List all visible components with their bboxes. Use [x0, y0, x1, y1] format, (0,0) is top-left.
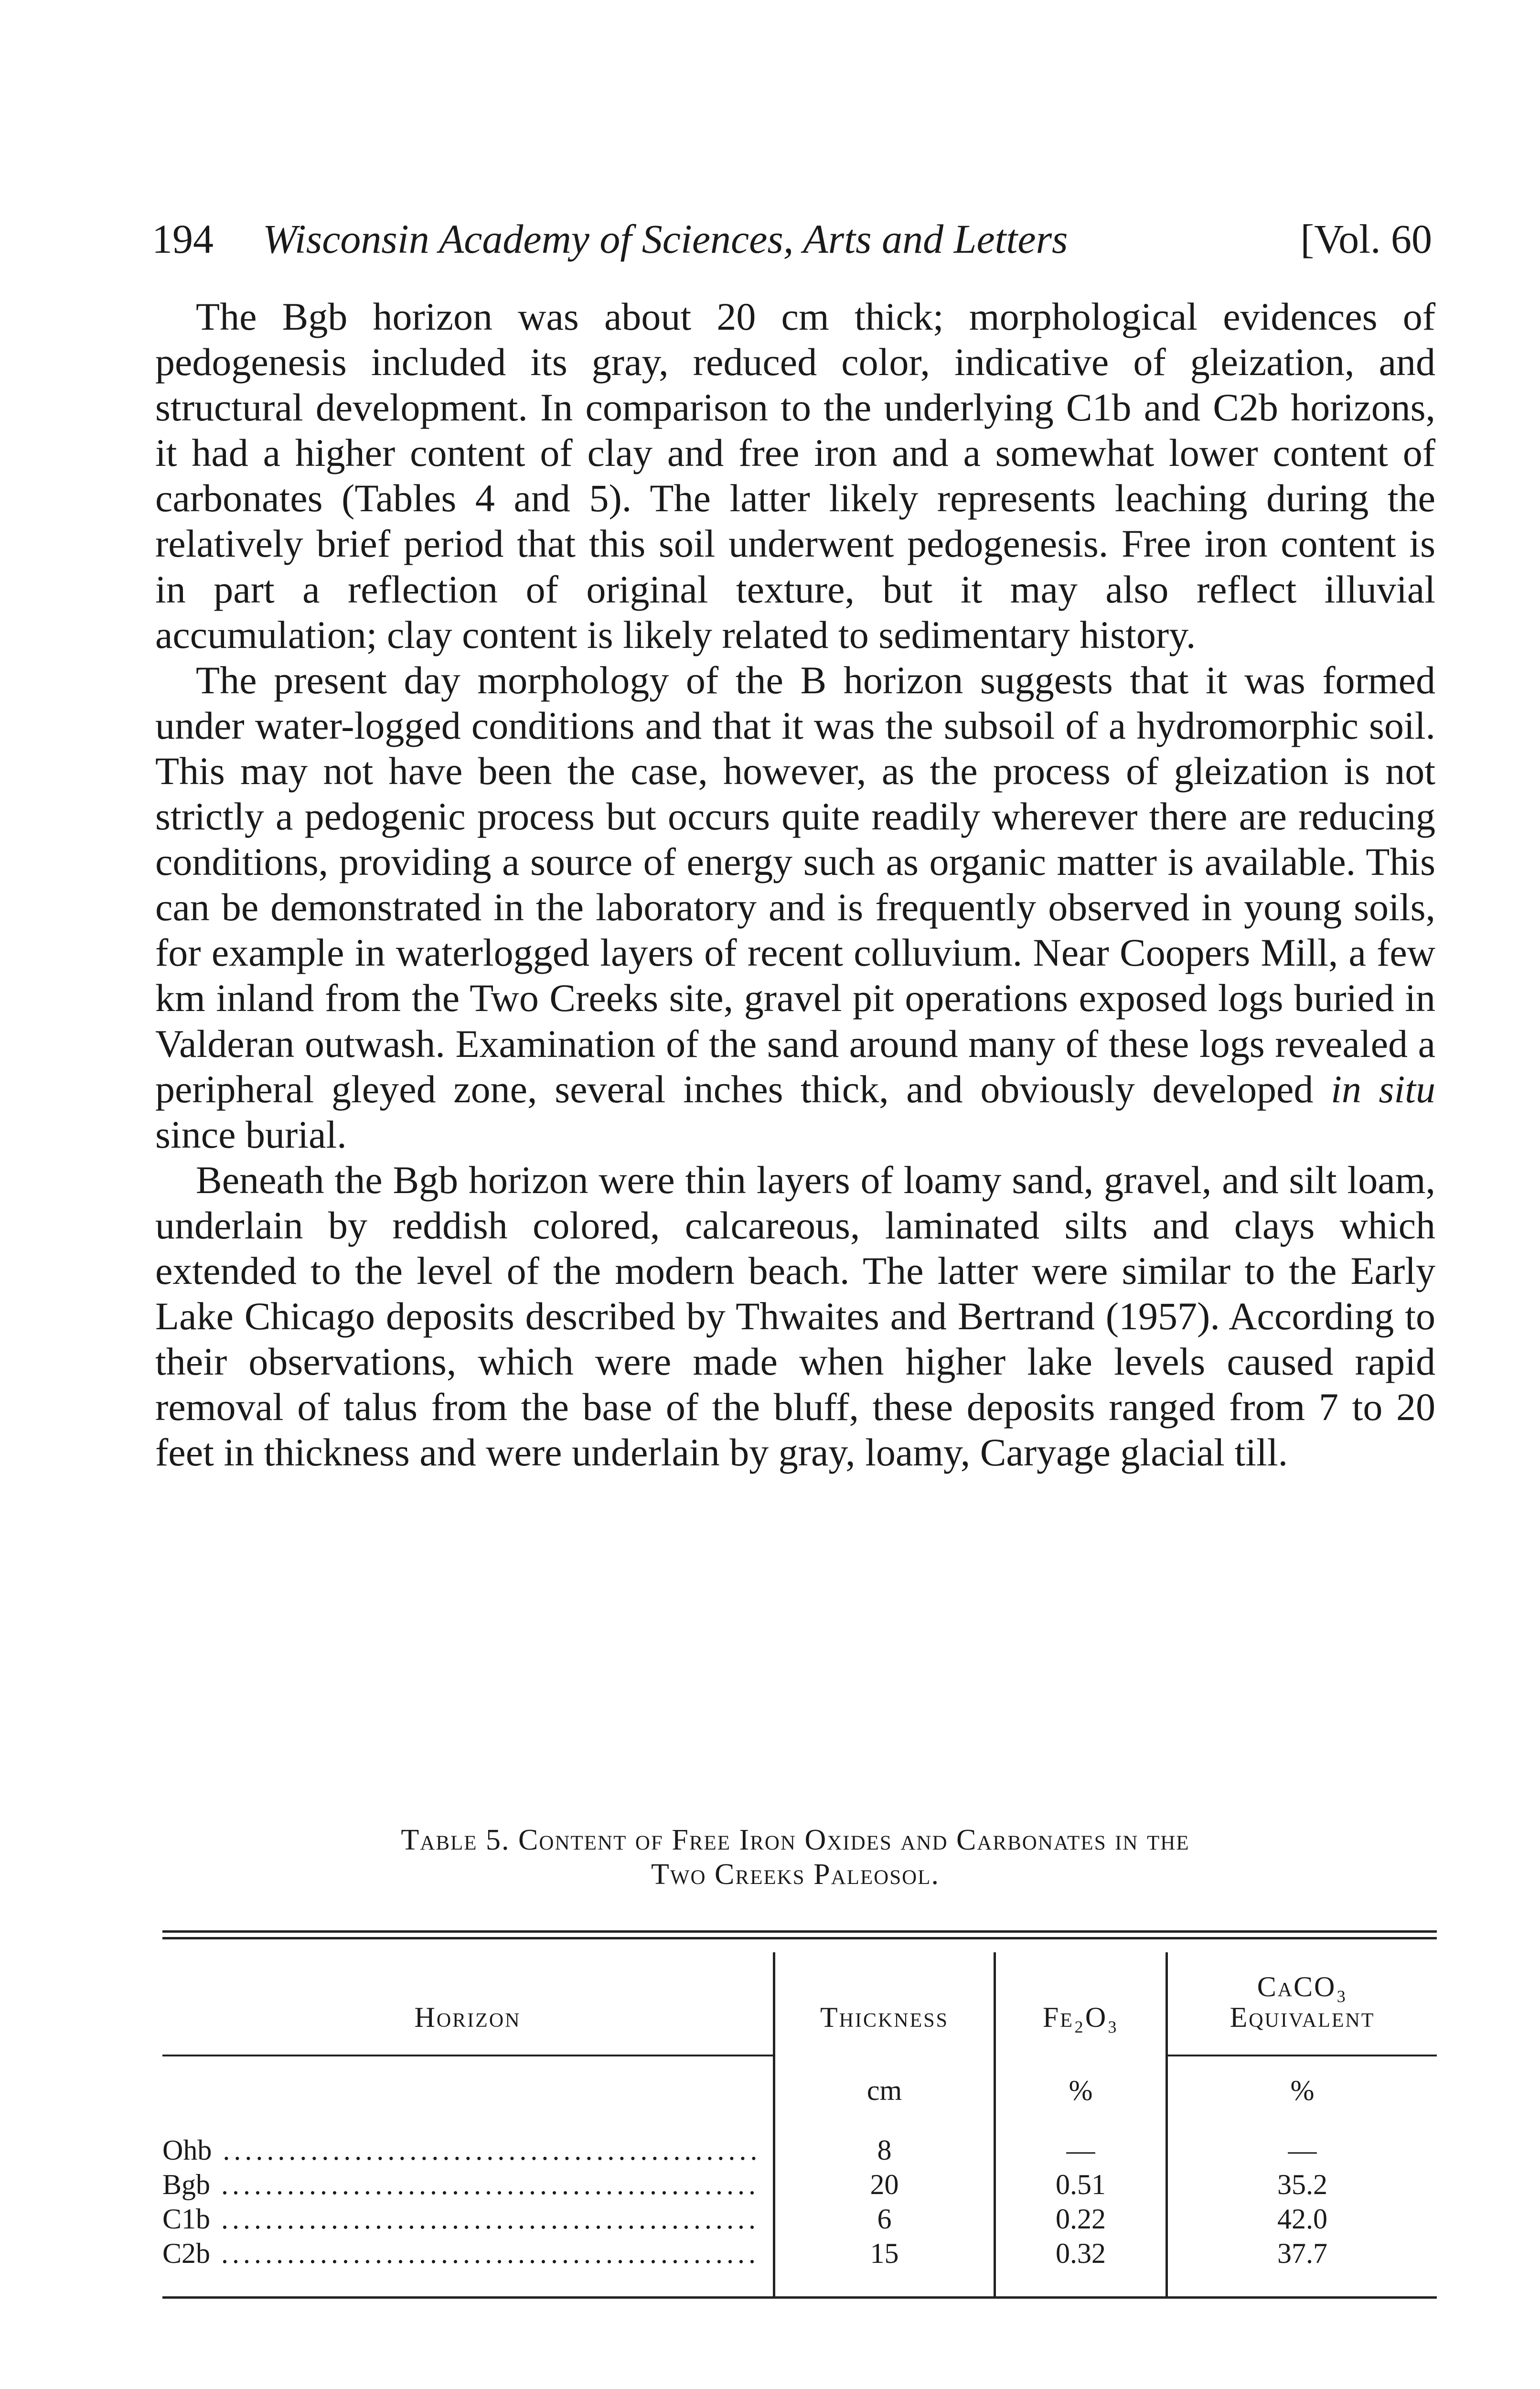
table-top-rule-2: [162, 1937, 1437, 1939]
header-thickness: Thickness: [820, 2002, 949, 2033]
paragraph-1: The Bgb horizon was about 20 cm thick; morphological evidences of pedogenesis included its gray, reduced color, indicative of gleization, and structural development. In comparison to the underlying C1b and C2b horizons, it had a higher content of clay and free iron and a somewhat lower content of carbonates (Tables 4 and 5). The latter likely represents leaching during the relatively brief period that this soil underwent pedogenesis. Free iron content is in part a reflection of original texture, but it may also reflect illuvial accumulation; clay content is likely related to sedimentary history.: [155, 295, 1435, 656]
table-cell-caco3: 42.0: [1277, 2203, 1327, 2235]
journal-title: Wisconsin Academy of Sciences, Arts and Letters: [263, 216, 1068, 262]
table-cell-caco3: 37.7: [1277, 2238, 1327, 2269]
table-cell-thickness: 15: [870, 2238, 899, 2269]
header-caco3: CaCO₃: [1257, 1971, 1348, 2002]
unit-caco3: %: [1290, 2075, 1315, 2106]
table-cell-thickness: 6: [877, 2203, 892, 2235]
header-fe2o3: Fe₂O₃: [1042, 2002, 1119, 2033]
table-row-label: C1b .....: [162, 2202, 759, 2236]
paragraph-2-italic: in situ: [1331, 1067, 1436, 1111]
body-text: [155, 294, 1435, 1475]
table-caption-line-1: Table 5. Content of Free Iron Oxides and Carbonates in the: [401, 1824, 1190, 1856]
header-underline-horizon: [162, 2055, 773, 2056]
table-row-label: Bgb .....: [162, 2168, 759, 2201]
table-bottom-rule: [162, 2296, 1437, 2299]
header-underline-caco3: [1168, 2055, 1437, 2056]
header-horizon: Horizon: [414, 2002, 521, 2033]
paragraph-2-end: since burial.: [155, 1112, 347, 1156]
table-row-label: C2b .....: [162, 2237, 759, 2270]
table-cell-thickness: 8: [877, 2134, 892, 2166]
page-number: 194: [152, 216, 214, 262]
table-cell-fe2o3: 0.22: [1056, 2203, 1106, 2235]
table-cell-thickness: 20: [870, 2169, 899, 2200]
table-caption-line-2: Two Creeks Paleosol.: [651, 1858, 940, 1891]
table-caption: [155, 1823, 1435, 1892]
header-equivalent: Equivalent: [1230, 2002, 1375, 2033]
unit-thickness: cm: [866, 2075, 902, 2106]
paragraph-2-text: The present day morphology of the B horizon suggests that it was formed under water-logged conditions and that it was the subsoil of a hydromorphic soil. This may not have been the case, however, as the process of gleization is not strictly a pedogenic process but occurs quite readily wherever there are reducing conditions, providing a source of energy such as organic matter is available. This can be demonstrated in the laboratory and is frequently observed in young soils, for example in waterlogged layers of recent colluvium. Near Coopers Mill, a few km inland from the Two Creeks site, gravel pit operations exposed logs buried in Valderan outwash. Examination of the sand around many of these logs revealed a peripheral gleyed zone, several inches thick, and obviously developed: [155, 658, 1435, 1111]
table-cell-fe2o3: —: [1066, 2134, 1095, 2166]
data-table: [162, 1930, 1437, 2293]
table-top-rule-1: [162, 1930, 1437, 1933]
table-row-label: Ohb .....: [162, 2133, 759, 2167]
table-cell-fe2o3: 0.32: [1056, 2238, 1106, 2269]
table-cell-caco3: —: [1288, 2134, 1317, 2166]
volume-label: [Vol. 60: [1300, 216, 1432, 262]
paragraph-3: Beneath the Bgb horizon were thin layers of loamy sand, gravel, and silt loam, underlain by reddish colored, calcareous, laminated silts and clays which extended to the level of the modern beach. The latter were similar to the Early Lake Chicago deposits described by Thwaites and Bertrand (1957). According to their observations, which were made when higher lake levels caused rapid removal of talus from the base of the bluff, these deposits ranged from 7 to 20 feet in thickness and were underlain by gray, loamy, Caryage glacial till.: [155, 1158, 1435, 1474]
table-cell-caco3: 35.2: [1277, 2169, 1327, 2200]
unit-fe2o3: %: [1069, 2075, 1093, 2106]
table-cell-fe2o3: 0.51: [1056, 2169, 1106, 2200]
paragraph-2: [155, 657, 1435, 1157]
running-head: [152, 210, 1432, 268]
